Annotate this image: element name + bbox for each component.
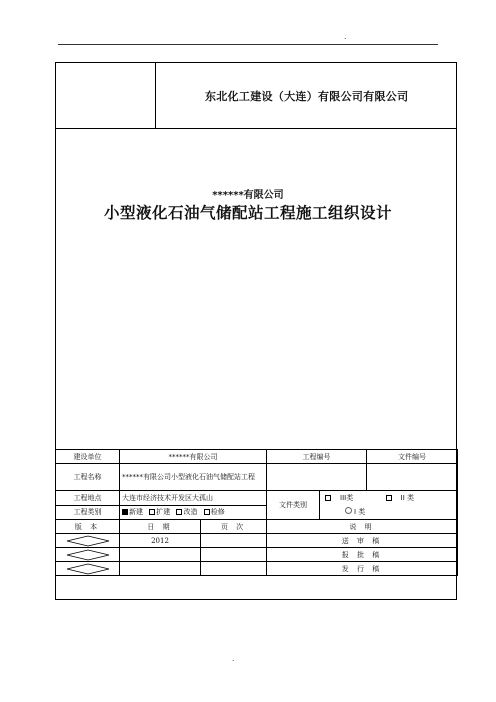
rev-version-cell [56, 548, 120, 562]
project-no-label: 工程编号 [267, 450, 367, 464]
file-type-ii-checkbox[interactable] [386, 495, 392, 501]
file-type-iii-label: III类 [340, 494, 354, 502]
project-name-value: ******有限公司小型液化石油气储配站工程 [120, 464, 267, 491]
category-renovate-checkbox[interactable] [176, 509, 182, 515]
file-type-i-label: I 类 [354, 508, 366, 516]
category-label: 工程类别 [56, 505, 120, 520]
rev-header-note: 说 明 [267, 520, 458, 534]
footer-mark: . [232, 654, 235, 663]
project-info-table [55, 449, 458, 576]
company-name: 东北化工建设（大连）有限公司有限公司 [205, 90, 409, 103]
version-diamond-icon [66, 563, 110, 575]
header-mark: . [344, 32, 347, 41]
file-type-iii-checkbox[interactable] [325, 495, 331, 501]
owner-company: ******有限公司 [212, 190, 284, 201]
file-no-label: 文件编号 [367, 450, 458, 464]
file-type-i-radio[interactable] [345, 507, 352, 514]
header-rule [58, 44, 438, 45]
rev-page-cell [201, 548, 267, 562]
document-title: 小型液化石油气储配站工程施工组织设计 [103, 204, 392, 222]
header-divider [55, 128, 457, 129]
file-no-value [367, 464, 458, 491]
logo-divider [155, 62, 156, 128]
rev-note-cell: 送 审 稿 [267, 534, 458, 548]
category-expand-checkbox[interactable] [149, 509, 155, 515]
version-diamond-icon [66, 535, 110, 547]
rev-version-cell [56, 562, 120, 576]
category-repair-label: 检修 [210, 508, 225, 517]
category-new-checkbox[interactable] [122, 509, 128, 515]
project-no-value [267, 464, 367, 491]
location-label: 工程地点 [56, 491, 120, 506]
rev-version-cell [56, 534, 120, 548]
rev-date-cell: 2012 [120, 534, 201, 548]
builder-value: ******有限公司 [120, 450, 267, 464]
rev-note-cell: 发 行 稿 [267, 562, 458, 576]
rev-note-cell: 报 批 稿 [267, 548, 458, 562]
rev-date-cell [120, 548, 201, 562]
category-expand-label: 扩建 [156, 508, 171, 517]
file-type-options [320, 491, 458, 520]
builder-label: 建设单位 [56, 450, 120, 464]
location-value: 大连市经济技术开发区大孤山 [120, 491, 267, 506]
file-type-ii-label: II 类 [400, 494, 415, 502]
rev-header-version: 版 本 [56, 520, 120, 534]
project-name-label: 工程名称 [56, 464, 120, 491]
rev-header-page: 页 次 [201, 520, 267, 534]
rev-page-cell [201, 534, 267, 548]
rev-date-cell [120, 562, 201, 576]
rev-header-date: 日 期 [120, 520, 201, 534]
category-new-label: 新建 [129, 508, 143, 517]
category-options [120, 505, 267, 520]
category-repair-checkbox[interactable] [204, 509, 210, 515]
file-type-label: 文件类别 [267, 491, 320, 520]
rev-page-cell [201, 562, 267, 576]
version-diamond-icon [66, 549, 110, 561]
category-renovate-label: 改造 [183, 508, 198, 517]
